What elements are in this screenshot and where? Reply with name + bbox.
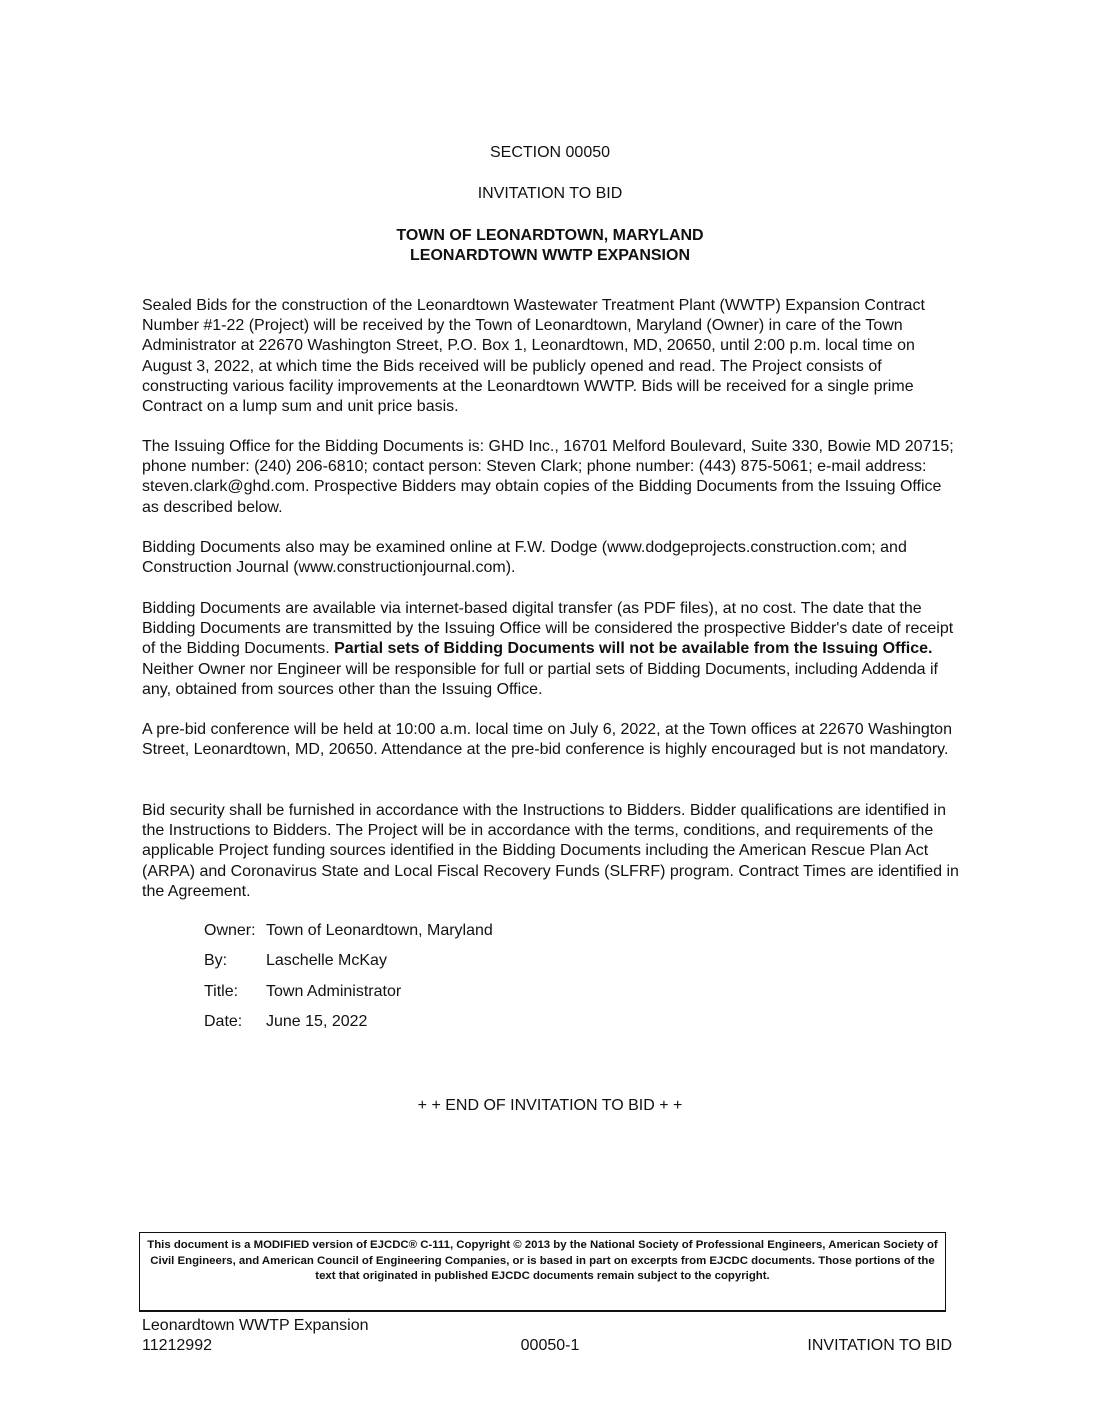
signature-owner-row (204, 921, 493, 941)
paragraph-online-examination (142, 538, 960, 578)
signature-date-row (204, 1012, 367, 1032)
paragraph-digital-transfer (142, 599, 960, 700)
footer-project-name: Leonardtown WWTP Expansion (142, 1317, 369, 1334)
date-label: Date: (204, 1013, 243, 1030)
paragraph-text: Bid security shall be furnished in accordance with the Instructions to Bidders. Bidder qualifications are identified in the Instructions to Bidders. The Project will be in accordance with the terms, conditions, and requirements of the applicable Project funding sources identified in the Bidding Documents including the American Rescue Plan Act (ARPA) and Coronavirus State and Local Fiscal Recovery Funds (SLFRF) program. Contract Times are identified in the Agreement. (142, 802, 959, 900)
paragraph-text-part: Neither Owner nor Engineer will be responsible for full or partial sets of Bidding Documents, including Addenda if any, obtained from sources other than the Issuing Office. (142, 660, 938, 698)
copyright-notice-text: This document is a MODIFIED version of EJCDC® C-111, Copyright © 2013 by the National Society of Professional Engineers, American Society of Civil Engineers, and American Council of Engineering Companies, or is based in part on excerpts from EJCDC documents. Those portions of the text that originated in published EJCDC documents remain subject to the copyright. (147, 1239, 938, 1282)
paragraph-bid-security (142, 801, 960, 902)
signature-by-row (204, 951, 387, 971)
paragraph-text-part: Bidding Documents are available via internet-based digital transfer (as PDF files), at no cost. The date that the Bidding Documents are transmitted by the Issuing Office will be considered the prospective Bidder's date of receipt of the Bidding Documents. (142, 600, 954, 658)
footer-page-number: 00050-1 (520, 1337, 580, 1354)
town-heading: TOWN OF LEONARDTOWN, MARYLAND (396, 227, 704, 244)
by-label: By: (204, 952, 228, 969)
by-value: Laschelle McKay (266, 952, 387, 969)
paragraph-pre-bid-conference (142, 720, 960, 760)
end-of-section-marker: + + END OF INVITATION TO BID + + (417, 1097, 683, 1114)
paragraph-issuing-office (142, 437, 960, 518)
date-value: June 15, 2022 (266, 1013, 368, 1030)
footer-project-number: 11212992 (142, 1337, 212, 1354)
section-number: SECTION 00050 (489, 144, 611, 161)
paragraph-sealed-bids (142, 296, 960, 417)
paragraph-text: Sealed Bids for the construction of the Leonardtown Wastewater Treatment Plant (WWTP) Expansion Contract Number #1-22 (Project) will be received by the Town of Leonardtown, Maryland (Owner) in care of the Town Administrator at 22670 Washington Street, P.O. Box 1, Leonardtown, MD, 20650, until 2:00 p.m. local time on August 3, 2022, at which time the Bids received will be publicly opened and read. The Project consists of constructing various facility improvements at the Leonardtown WWTP. Bids will be received for a single prime Contract on a lump sum and unit price basis. (142, 297, 925, 416)
paragraph-text (142, 599, 960, 700)
title-label: Title: (204, 983, 239, 1000)
paragraph-text: A pre-bid conference will be held at 10:00 a.m. local time on July 6, 2022, at the Town offices at 22670 Washington Street, Leonardtown, MD, 20650. Attendance at the pre-bid conference is highly encouraged but is not mandatory. (142, 721, 952, 759)
document-title: INVITATION TO BID (477, 185, 623, 202)
paragraph-text: The Issuing Office for the Bidding Documents is: GHD Inc., 16701 Melford Boulevard, Suite 330, Bowie MD 20715; phone number: (240) 206-6810; contact person: Steven Clark; phone number: (443) 875-5061; e-mail address: steven.clark@ghd.com. Prospective Bidders may obtain copies of the Bidding Documents from the Issuing Office as described below. (142, 438, 954, 516)
project-heading: LEONARDTOWN WWTP EXPANSION (410, 247, 690, 264)
title-value: Town Administrator (266, 983, 402, 1000)
paragraph-text: Bidding Documents also may be examined online at F.W. Dodge (www.dodgeprojects.construction.com; and Construction Journal (www.constructionjournal.com). (142, 539, 907, 577)
owner-label: Owner: (204, 922, 256, 939)
owner-value: Town of Leonardtown, Maryland (266, 922, 493, 939)
copyright-notice-box (139, 1232, 946, 1312)
footer-section-title: INVITATION TO BID (807, 1337, 952, 1354)
signature-title-row (204, 982, 401, 1002)
paragraph-text-bold: Partial sets of Bidding Documents will not be available from the Issuing Office. (334, 640, 933, 658)
